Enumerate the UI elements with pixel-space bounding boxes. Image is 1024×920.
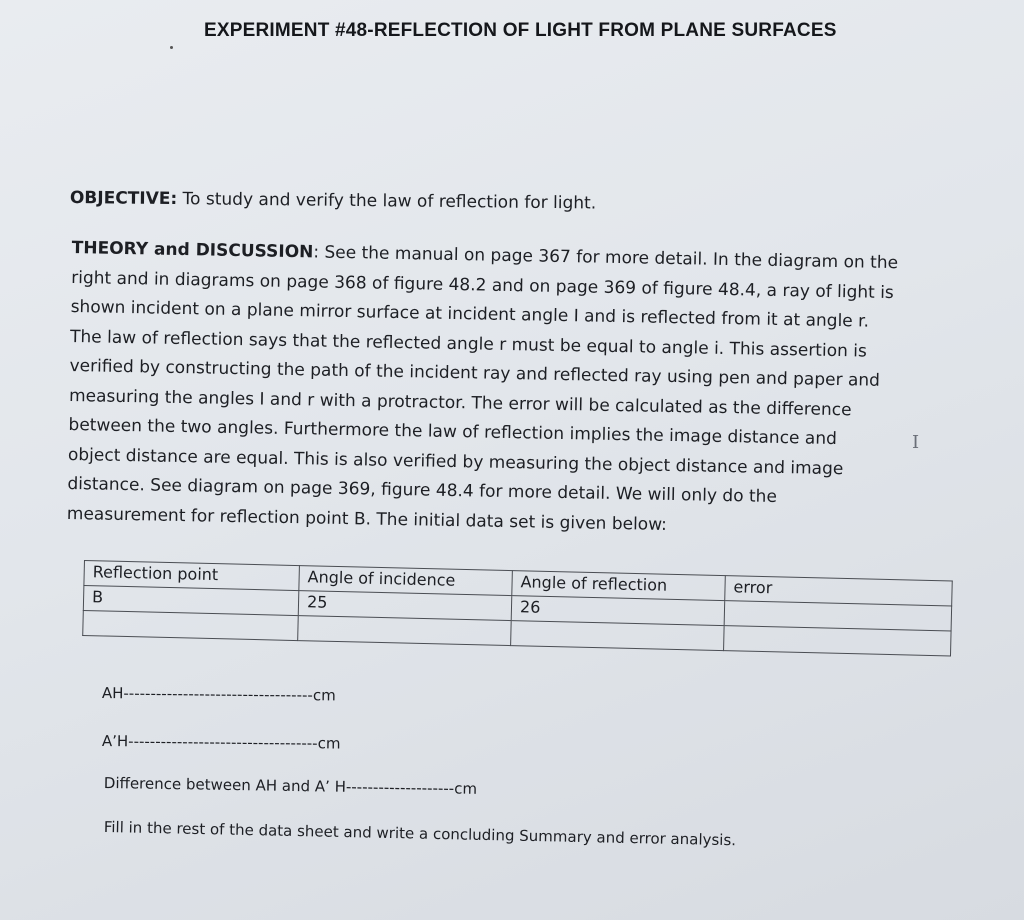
theory-line: between the two angles. Furthermore the law of reflection implies the image distance and bbox=[68, 414, 838, 450]
table-header-cell: error bbox=[725, 576, 953, 606]
theory-line: The law of reflection says that the reflected angle r must be equal to angle i. This assertion is bbox=[69, 326, 868, 362]
theory-line: distance. See diagram on page 369, figure 48.4 for more detail. We will only do the bbox=[67, 473, 778, 507]
theory-line: measuring the angles I and r with a protractor. The error will be calculated as the difference bbox=[68, 385, 852, 420]
objective-paragraph bbox=[70, 188, 596, 214]
theory-line: verified by constructing the path of the incident ray and reflected ray using pen and paper and bbox=[69, 355, 881, 391]
theory-paragraph bbox=[67, 234, 972, 545]
table-cell[interactable] bbox=[511, 621, 725, 651]
table-header-cell: Angle of incidence bbox=[299, 566, 513, 596]
table-cell[interactable] bbox=[298, 616, 512, 646]
paper-speck bbox=[170, 46, 173, 49]
theory-line-text: : See the manual on page 367 for more detail. In the diagram on the bbox=[313, 242, 899, 274]
table-header-cell: Angle of reflection bbox=[512, 571, 726, 601]
data-table-container bbox=[82, 560, 953, 656]
theory-line: measurement for reflection point B. The initial data set is given below: bbox=[66, 503, 668, 535]
theory-line: shown incident on a plane mirror surface at incident angle I and is reflected from it at angle r. bbox=[70, 296, 870, 332]
table-cell[interactable]: 26 bbox=[511, 596, 725, 626]
instruction-text: Fill in the rest of the data sheet and write a concluding Summary and error analysis. bbox=[103, 818, 737, 850]
ah-measurement-line: AH-----------------------------------cm bbox=[101, 684, 336, 705]
objective-text: To study and verify the law of reflection for light. bbox=[177, 189, 597, 214]
objective-label: OBJECTIVE: bbox=[69, 188, 178, 210]
theory-line: object distance are equal. This is also verified by measuring the object distance and image bbox=[67, 444, 844, 479]
table-cell[interactable]: 25 bbox=[298, 591, 512, 621]
theory-line: right and in diagrams on page 368 of figure 48.2 and on page 369 of figure 48.4, a ray of light is bbox=[71, 267, 894, 303]
table-cell[interactable]: B bbox=[83, 586, 299, 616]
data-table bbox=[82, 560, 953, 656]
table-cell[interactable] bbox=[724, 626, 952, 656]
difference-measurement-line: Difference between AH and A’ H--------------------cm bbox=[103, 774, 478, 798]
text-cursor-icon: I bbox=[912, 432, 920, 453]
table-header-cell: Reflection point bbox=[84, 561, 300, 591]
a-prime-h-measurement-line: A’H-----------------------------------cm bbox=[101, 732, 341, 753]
table-cell[interactable] bbox=[83, 610, 299, 640]
page-title: EXPERIMENT #48-REFLECTION OF LIGHT FROM PLANE SURFACES bbox=[204, 20, 837, 41]
theory-label: THEORY and DISCUSSION bbox=[71, 237, 314, 263]
